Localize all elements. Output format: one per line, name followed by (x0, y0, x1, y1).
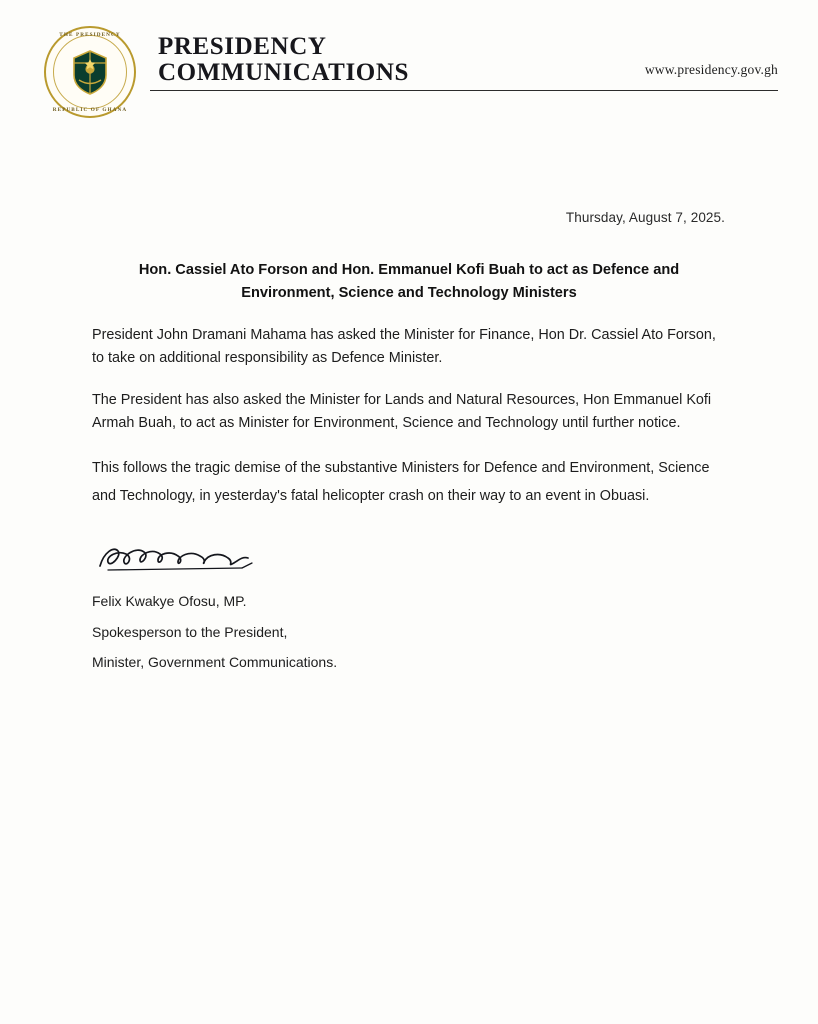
signature-image (92, 538, 292, 580)
org-title-line-2: COMMUNICATIONS (158, 58, 409, 86)
document-body (0, 210, 818, 998)
paragraph-1: President John Dramani Mahama has asked the Minister for Finance, Hon Dr. Cassiel Ato Forson, to take on additional responsibility as Defence Minister. (92, 327, 716, 366)
page-footer-space (92, 678, 726, 998)
signoff-line-3: Minister, Government Communications. (92, 654, 338, 671)
crest-emblem-icon (65, 47, 115, 97)
signoff-block (92, 586, 726, 678)
header-divider (150, 90, 778, 91)
signoff-line-1: Felix Kwakye Ofosu, MP. (92, 593, 247, 610)
signoff-line-2: Spokesperson to the President, (92, 623, 288, 640)
letterhead (0, 0, 818, 118)
crest-text-top: THE PRESIDENCY (59, 32, 121, 38)
page-title: Hon. Cassiel Ato Forson and Hon. Emmanuel Kofi Buah to act as Defence and Environment, Science and Technology Ministers (138, 262, 680, 301)
paragraph-3: This follows the tragic demise of the substantive Ministers for Defence and Environment, Science and Technology, in yesterday's fatal helicopter crash on their way to an event in Obuasi. (92, 460, 710, 505)
coat-of-arms-icon (44, 26, 136, 118)
handwritten-signature-icon (92, 538, 292, 580)
website-url[interactable]: www.presidency.gov.gh (644, 62, 778, 77)
document-date: Thursday, August 7, 2025. (565, 210, 725, 225)
org-title-line-1: PRESIDENCY (158, 33, 327, 60)
paragraph-2: The President has also asked the Minister for Lands and Natural Resources, Hon Emmanuel Kofi Armah Buah, to act as Minister for Environment, Science and Technology until further notice. (92, 392, 712, 431)
crest-text-bottom: REPUBLIC OF GHANA (52, 107, 128, 113)
